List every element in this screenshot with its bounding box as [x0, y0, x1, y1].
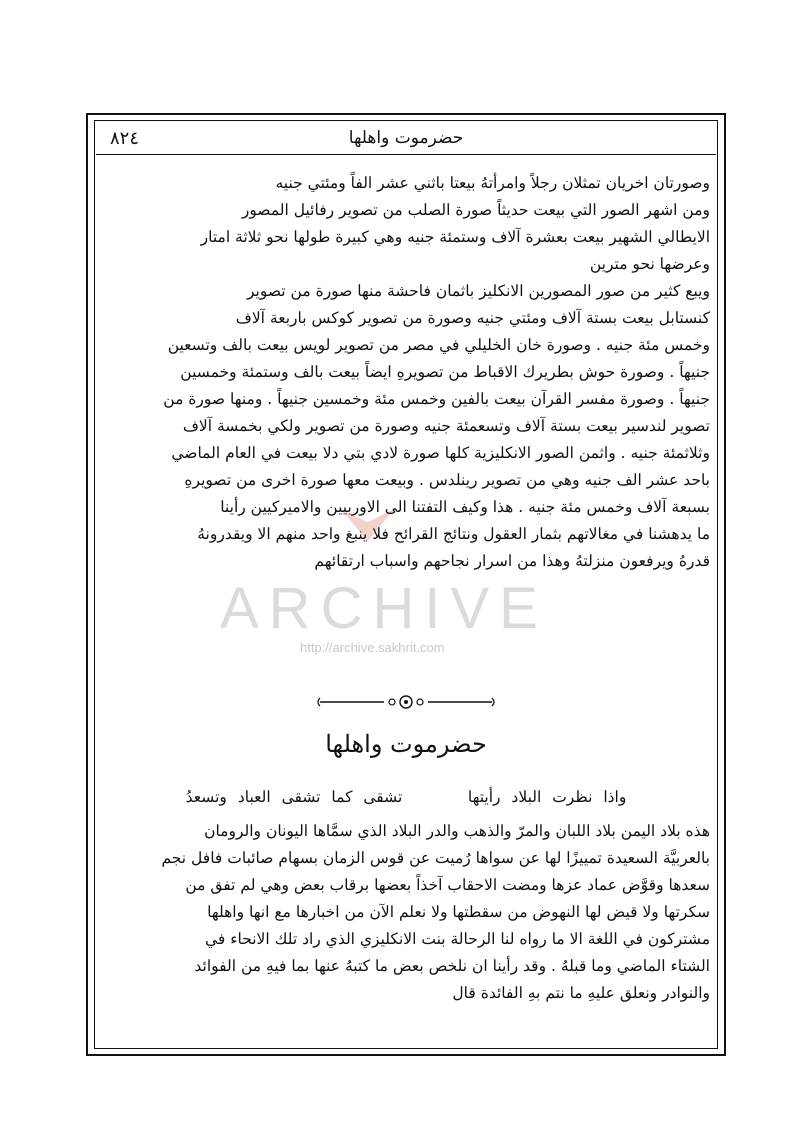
text-line: جنيهاً . وصورة مفسر القرآن بيعت بالفين وخمس مئة وخمسين جنيهاً . ومنها صورة من [163, 390, 710, 408]
verse-line [96, 788, 716, 806]
text-line: والنوادر ونعلق عليهِ ما نتم بهِ الفائدة قال [452, 984, 710, 1002]
watermark-url: http://archive.sakhrit.com [300, 640, 445, 655]
text-line: بالعربيَّة السعيدة تمييزًا لها عن سواها رُميت عن قوس الزمان بسهام صائبات فافل نجم [161, 849, 710, 867]
text-line: باحد عشر الف جنيه وهي من تصوير رينلدس . وبيعت معها صورة اخرى من تصويرهِ [184, 471, 710, 489]
text-line: وثلاثمئة جنيه . واثمن الصور الانكليزية كلها صورة لادي بتي دلا بيعت في العام الماضي [171, 444, 710, 462]
text-line: جنيهاً . وصورة حوش بطريرك الاقباط من تصويرهِ ايضاً بيعت بالف وستمئة وخمسين [180, 363, 710, 381]
text-line: ما يدهشنا في مغالاتهم بثمار العقول ونتائج القرائح فلا ينبغ واحد منهم الا ويقدرونهُ [197, 525, 710, 543]
section-title: حضرموت واهلها [325, 730, 487, 758]
text-line: بسبعة آلاف وخمس مئة جنيه . هذا وكيف التفتنا الى الاوربيين والاميركيين رأينا [220, 498, 710, 516]
text-line: وصورتان اخريان تمثلان رجلاً وامرأتهُ بيعتا باثني عشر الفاً ومئتي جنيه [275, 174, 710, 192]
ornament-divider-icon [316, 693, 496, 711]
text-line: هذه بلاد اليمن بلاد اللبان والمرّ والذهب والدر البلاد الذي سمَّاها اليونان والرومان [204, 822, 710, 840]
text-line: قدرهُ ويرفعون منزلتهُ وهذا من اسرار نجاحهم واسباب ارتقائهم [314, 552, 710, 570]
text-line: تصوير لندسير بيعت بستة آلاف وتسعمئة جنيه وصورة من تصوير ولكي بخمسة آلاف [182, 417, 710, 435]
text-line: ومن اشهر الصور التي بيعت حديثاً صورة الصلب من تصوير رفائيل المصور [241, 201, 710, 219]
text-line: ويبع كثير من صور المصورين الانكليز باثمان فاحشة منها صورة من تصوير [246, 282, 710, 300]
text-line: سعدها وقوَّض عماد عزها ومضت الاحقاب آخذاً بعضها برقاب بعض وهي لم تفق من [185, 876, 710, 894]
text-line: سكرتها ولا قيض لها النهوض من سقطتها ولا نعلم الآن من اخبارها مع انها واهلها [207, 903, 710, 921]
text-line: كنستابل بيعت بستة آلاف ومئتي جنيه وصورة من تصوير كوكس باربعة آلاف [235, 309, 710, 327]
watermark-text: ARCHIVE [220, 576, 548, 641]
text-line: مشتركون في اللغة الا ما رواه لنا الرحالة بنت الانكليزي الذي راد تلك الانحاء في [204, 930, 710, 948]
text-line: وخمس مئة جنيه . وصورة خان الخليلي في مصر من تصوير لويس بيعت بالف وتسعين [167, 336, 710, 354]
verse-second-hemistich: تشقى كما تشقى العباد وتسعدُ [185, 788, 403, 806]
page-number: ٨٢٤ [110, 128, 140, 149]
running-head: حضرموت واهلها [348, 128, 464, 148]
text-line: الشتاء الماضي وما قبلهُ . وقد رأينا ان نلخص بعض ما كتبهُ عنها بما فيهِ من الفوائد [194, 957, 710, 975]
page-header [96, 122, 716, 155]
text-line: الايطالي الشهير بيعت بعشرة آلاف وستمئة جنيه وهي كبيرة طولها نحو ثلاثة امتار [200, 228, 710, 246]
verse-first-hemistich: واذا نظرت البلاد رأيتها [467, 788, 627, 806]
text-line: وعرضها نحو مترين [589, 255, 710, 273]
